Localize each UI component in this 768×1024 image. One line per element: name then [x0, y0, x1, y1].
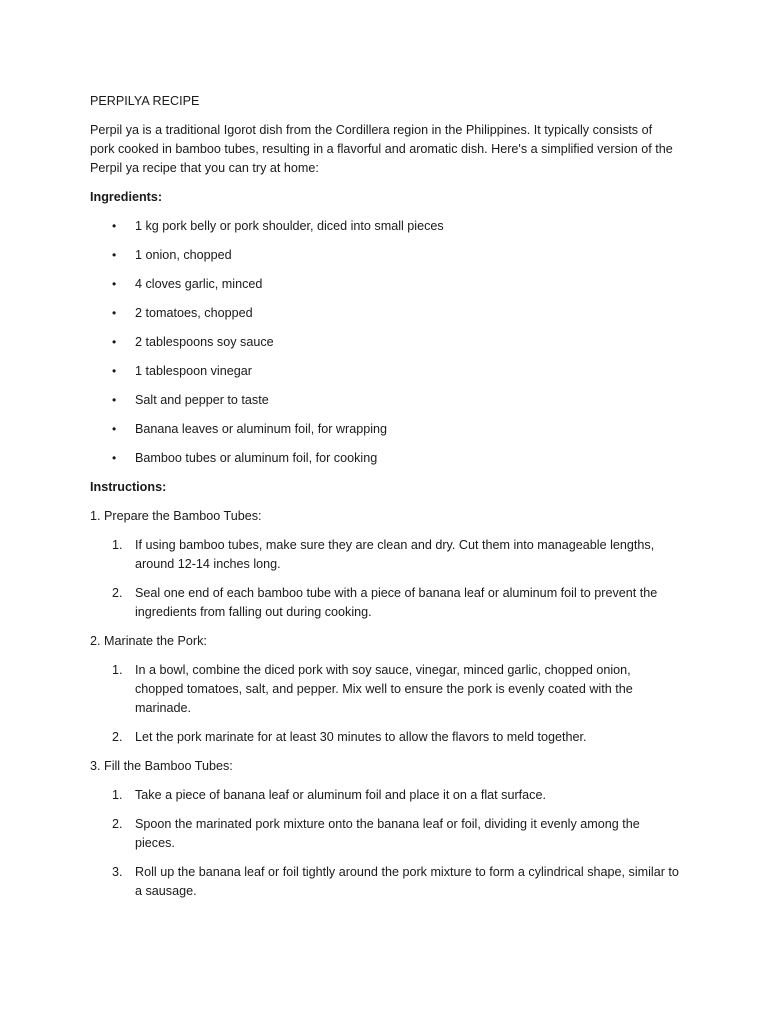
item-number: 1. — [112, 538, 123, 552]
list-item — [90, 815, 680, 853]
list-item — [90, 217, 680, 236]
item-number: 1. — [112, 663, 123, 677]
item-number: 2. — [112, 817, 123, 831]
list-item — [90, 661, 680, 718]
bullet-icon: • — [112, 422, 117, 436]
ingredient-text: Salt and pepper to taste — [135, 393, 269, 407]
step-3-list — [90, 786, 680, 901]
ingredient-text: 2 tablespoons soy sauce — [135, 335, 274, 349]
bullet-icon: • — [112, 364, 117, 378]
bullet-icon: • — [112, 277, 117, 291]
ingredient-text: Banana leaves or aluminum foil, for wrapping — [135, 422, 388, 436]
bullet-icon: • — [112, 393, 117, 407]
intro-paragraph: Perpil ya is a traditional Igorot dish from the Cordillera region in the Philippines. It typically consists of pork cooked in bamboo tubes, resulting in a flavorful and aromatic dish. Here's a simplified version of the Perpil ya recipe that you can try at home: — [90, 123, 673, 175]
item-number: 3. — [112, 865, 123, 879]
item-text: If using bamboo tubes, make sure they are clean and dry. Cut them into manageable lengths, around 12-14 inches long. — [135, 538, 655, 571]
list-item — [90, 333, 680, 352]
bullet-icon: • — [112, 306, 117, 320]
ingredient-text: 2 tomatoes, chopped — [135, 306, 253, 320]
list-item — [90, 786, 680, 805]
list-item — [90, 275, 680, 294]
list-item — [90, 391, 680, 410]
document-title: PERPILYA RECIPE — [90, 94, 200, 108]
ingredient-text: 1 kg pork belly or pork shoulder, diced into small pieces — [135, 219, 444, 233]
item-text: Roll up the banana leaf or foil tightly around the pork mixture to form a cylindrical shape, similar to a sausage. — [135, 865, 679, 898]
bullet-icon: • — [112, 451, 117, 465]
list-item — [90, 584, 680, 622]
step-title-3: 3. Fill the Bamboo Tubes: — [90, 759, 233, 773]
item-number: 1. — [112, 788, 123, 802]
list-item — [90, 304, 680, 323]
list-item — [90, 420, 680, 439]
item-text: Let the pork marinate for at least 30 minutes to allow the flavors to meld together. — [135, 730, 587, 744]
step-title-2: 2. Marinate the Pork: — [90, 634, 207, 648]
document-page — [90, 92, 680, 911]
list-item — [90, 863, 680, 901]
bullet-icon: • — [112, 248, 117, 262]
ingredient-text: 1 tablespoon vinegar — [135, 364, 252, 378]
ingredient-text: Bamboo tubes or aluminum foil, for cooking — [135, 451, 378, 465]
item-text: In a bowl, combine the diced pork with soy sauce, vinegar, minced garlic, chopped onion, chopped tomatoes, salt, and pepper. Mix well to ensure the pork is evenly coated with the marinade. — [135, 663, 633, 715]
list-item — [90, 536, 680, 574]
item-text: Spoon the marinated pork mixture onto the banana leaf or foil, dividing it evenly among the pieces. — [135, 817, 640, 850]
item-text: Seal one end of each bamboo tube with a piece of banana leaf or aluminum foil to prevent the ingredients from falling out during cooking. — [135, 586, 658, 619]
item-number: 2. — [112, 730, 123, 744]
step-title-1: 1. Prepare the Bamboo Tubes: — [90, 509, 262, 523]
list-item — [90, 449, 680, 468]
step-2-list — [90, 661, 680, 747]
step-1-list — [90, 536, 680, 622]
ingredient-text: 1 onion, chopped — [135, 248, 232, 262]
ingredients-list — [90, 217, 680, 468]
item-text: Take a piece of banana leaf or aluminum foil and place it on a flat surface. — [135, 788, 546, 802]
bullet-icon: • — [112, 219, 117, 233]
ingredient-text: 4 cloves garlic, minced — [135, 277, 263, 291]
item-number: 2. — [112, 586, 123, 600]
instructions-heading: Instructions: — [90, 480, 167, 494]
ingredients-heading: Ingredients: — [90, 190, 163, 204]
list-item — [90, 246, 680, 265]
list-item — [90, 728, 680, 747]
list-item — [90, 362, 680, 381]
bullet-icon: • — [112, 335, 117, 349]
